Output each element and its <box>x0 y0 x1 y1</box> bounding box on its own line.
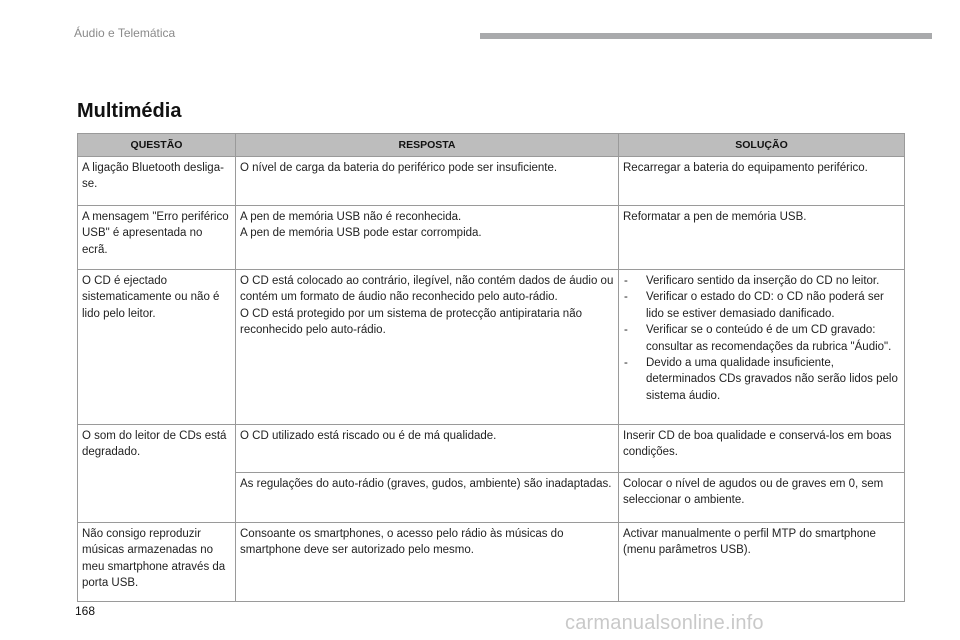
answer-cell <box>236 270 619 425</box>
question-cell: A ligação Bluetooth desliga-se. <box>78 157 236 206</box>
answer-cell: Consoante os smartphones, o acesso pelo rádio às músicas do smartphone deve ser autorizado pelo mesmo. <box>236 523 619 602</box>
answer-cell <box>236 206 619 270</box>
question-cell: O som do leitor de CDs está degradado. <box>78 425 236 523</box>
answer-line: A pen de memória USB não é reconhecida. <box>240 211 462 223</box>
solution-cell: Colocar o nível de agudos ou de graves em 0, sem seleccionar o ambiente. <box>619 473 905 523</box>
solution-item: - Verificaro sentido da inserção do CD no leitor. <box>623 273 900 289</box>
solution-list <box>623 273 900 404</box>
answer-line: O CD está protegido por um sistema de protecção antipirataria não reconhecido pelo auto-rádio. <box>240 307 582 337</box>
solution-item: - Verificar o estado do CD: o CD não poderá ser lido se estiver demasiado danificado. <box>623 289 900 322</box>
chapter-title: Áudio e Telemática <box>74 26 176 40</box>
question-cell: O CD é ejectado sistematicamente ou não é lido pelo leitor. <box>78 270 236 425</box>
table-row <box>78 157 905 206</box>
table-header-row <box>78 134 905 157</box>
table-row <box>78 523 905 602</box>
page-number: 168 <box>75 604 96 618</box>
question-cell: Não consigo reproduzir músicas armazenadas no meu smartphone através da porta USB. <box>78 523 236 602</box>
solution-cell: Inserir CD de boa qualidade e conservá-los em boas condições. <box>619 425 905 473</box>
header-divider-bar <box>480 33 932 39</box>
solution-cell <box>619 270 905 425</box>
column-header-question: QUESTÃO <box>78 134 236 157</box>
answer-cell: O nível de carga da bateria do periférico pode ser insuficiente. <box>236 157 619 206</box>
answer-cell: O CD utilizado está riscado ou é de má qualidade. <box>236 425 619 473</box>
solution-cell: Activar manualmente o perfil MTP do smartphone (menu parâmetros USB). <box>619 523 905 602</box>
answer-line: A pen de memória USB pode estar corrompida. <box>240 227 482 240</box>
answer-cell: As regulações do auto-rádio (graves, gudos, ambiente) são inadaptadas. <box>236 473 619 523</box>
question-cell: A mensagem "Erro periférico USB" é apresentada no ecrã. <box>78 206 236 270</box>
solution-item: - Devido a uma qualidade insuficiente, determinados CDs gravados não serão lidos pelo sistema áudio. <box>623 355 900 404</box>
solution-cell: Recarregar a bateria do equipamento periférico. <box>619 157 905 206</box>
solution-cell: Reformatar a pen de memória USB. <box>619 206 905 270</box>
column-header-answer: RESPOSTA <box>236 134 619 157</box>
section-title: Multimédia <box>77 100 182 122</box>
answer-line: O CD está colocado ao contrário, ilegível, não contém dados de áudio ou contém um formato de áudio não reconhecido pelo auto-rádio. <box>240 275 614 304</box>
table-row <box>78 206 905 270</box>
troubleshooting-table <box>77 133 905 602</box>
solution-item: - Verificar se o conteúdo é de um CD gravado: consultar as recomendações da rubrica "Áudio". <box>623 322 900 355</box>
table-row <box>78 270 905 425</box>
column-header-solution: SOLUÇÃO <box>619 134 905 157</box>
table-row <box>78 425 905 473</box>
watermark: carmanualsonline.info <box>565 612 764 634</box>
